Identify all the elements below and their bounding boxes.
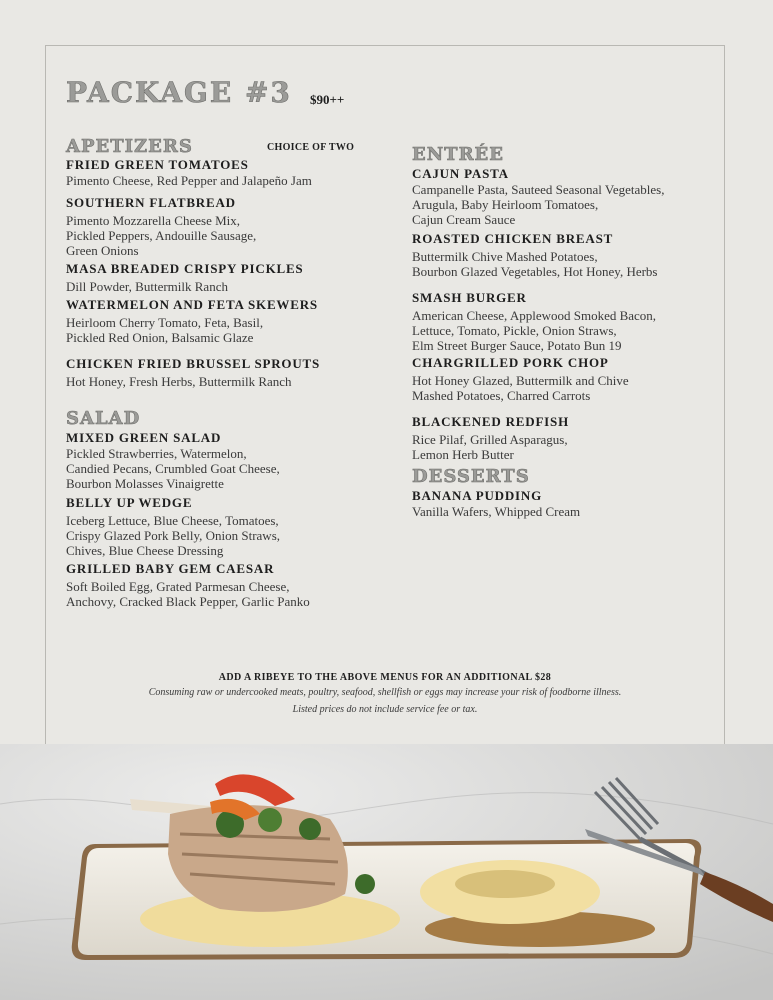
item-name: GRILLED BABY GEM CAESAR: [66, 561, 275, 576]
item-desc: Green Onions: [66, 243, 139, 258]
dessert-item: [412, 488, 732, 519]
item-desc: Pimento Mozzarella Cheese Mix,: [66, 213, 241, 228]
pork-chop-plate-illustration: [0, 744, 773, 1000]
item-desc: Bourbon Molasses Vinaigrette: [66, 476, 224, 491]
entree-item: [412, 290, 732, 353]
appetizer-item: [66, 261, 406, 294]
entree-item: [412, 355, 732, 403]
item-name: WATERMELON AND FETA SKEWERS: [66, 297, 318, 312]
appetizer-item: [66, 297, 406, 345]
item-desc: Elm Street Burger Sauce, Potato Bun 19: [412, 338, 622, 353]
item-desc: Rice Pilaf, Grilled Asparagus,: [412, 432, 568, 447]
item-desc: Hot Honey Glazed, Buttermilk and Chive: [412, 373, 629, 388]
salad-item: [66, 561, 406, 609]
item-desc: Arugula, Baby Heirloom Tomatoes,: [412, 197, 599, 212]
item-name: ROASTED CHICKEN BREAST: [412, 231, 614, 246]
item-name: FRIED GREEN TOMATOES: [66, 157, 249, 172]
appetizer-item: [66, 356, 406, 389]
salad-item: [66, 495, 406, 558]
item-desc: Crispy Glazed Pork Belly, Onion Straws,: [66, 528, 280, 543]
item-desc: Vanilla Wafers, Whipped Cream: [412, 504, 581, 519]
appetizers-choice-note: CHOICE OF TWO: [267, 142, 355, 153]
item-desc: Chives, Blue Cheese Dressing: [66, 543, 224, 558]
item-desc: Lettuce, Tomato, Pickle, Onion Straws,: [412, 323, 617, 338]
item-name: CAJUN PASTA: [412, 166, 509, 181]
salad-item: [66, 430, 406, 491]
salad-heading: SALAD: [66, 408, 141, 429]
appetizer-item: [66, 157, 406, 188]
item-desc: Pickled Red Onion, Balsamic Glaze: [66, 330, 254, 345]
item-desc: Cajun Cream Sauce: [412, 212, 516, 227]
item-desc: Anchovy, Cracked Black Pepper, Garlic Panko: [66, 594, 310, 609]
item-name: SMASH BURGER: [412, 290, 527, 305]
item-name: MASA BREADED CRISPY PICKLES: [66, 261, 304, 276]
desserts-heading: DESSERTS: [412, 466, 530, 487]
food-photo: [0, 744, 773, 1000]
package-title: PACKAGE #3: [66, 76, 292, 109]
item-desc: Hot Honey, Fresh Herbs, Buttermilk Ranch: [66, 374, 292, 389]
item-desc: Bourbon Glazed Vegetables, Hot Honey, Herbs: [412, 264, 658, 279]
item-desc: Pimento Cheese, Red Pepper and Jalapeño Jam: [66, 173, 312, 188]
package-price: $90++: [310, 92, 345, 107]
ribeye-addon-note: ADD A RIBEYE TO THE ABOVE MENUS FOR AN ADDITIONAL $28: [218, 672, 552, 683]
item-desc: Soft Boiled Egg, Grated Parmesan Cheese,: [66, 579, 290, 594]
item-desc: Mashed Potatoes, Charred Carrots: [412, 388, 591, 403]
item-name: BLACKENED REDFISH: [412, 414, 569, 429]
item-name: CHARGRILLED PORK CHOP: [412, 355, 609, 370]
entree-item: [412, 231, 732, 279]
item-desc: Candied Pecans, Crumbled Goat Cheese,: [66, 461, 280, 476]
item-name: CHICKEN FRIED BRUSSEL SPROUTS: [66, 356, 321, 371]
item-desc: American Cheese, Applewood Smoked Bacon,: [412, 308, 657, 323]
entree-heading: ENTRÉE: [412, 144, 504, 165]
item-name: MIXED GREEN SALAD: [66, 430, 222, 445]
item-name: BELLY UP WEDGE: [66, 495, 193, 510]
price-disclaimer: Listed prices do not include service fee or tax.: [292, 704, 478, 715]
item-desc: Lemon Herb Butter: [412, 447, 514, 462]
item-name: BANANA PUDDING: [412, 488, 543, 503]
item-desc: Pickled Strawberries, Watermelon,: [66, 446, 247, 461]
item-desc: Dill Powder, Buttermilk Ranch: [66, 279, 228, 294]
item-name: SOUTHERN FLATBREAD: [66, 195, 236, 210]
appetizer-item: [66, 195, 406, 258]
item-desc: Pickled Peppers, Andouille Sausage,: [66, 228, 257, 243]
entree-item: [412, 166, 732, 227]
item-desc: Iceberg Lettuce, Blue Cheese, Tomatoes,: [66, 513, 279, 528]
item-desc: Heirloom Cherry Tomato, Feta, Basil,: [66, 315, 264, 330]
item-desc: Buttermilk Chive Mashed Potatoes,: [412, 249, 598, 264]
entree-item: [412, 414, 732, 462]
foodborne-warning: Consuming raw or undercooked meats, poultry, seafood, shellfish or eggs may increase your risk of foodborne illness.: [148, 687, 622, 698]
appetizers-heading: APETIZERS: [66, 136, 193, 157]
item-desc: Campanelle Pasta, Sauteed Seasonal Vegetables,: [412, 182, 665, 197]
